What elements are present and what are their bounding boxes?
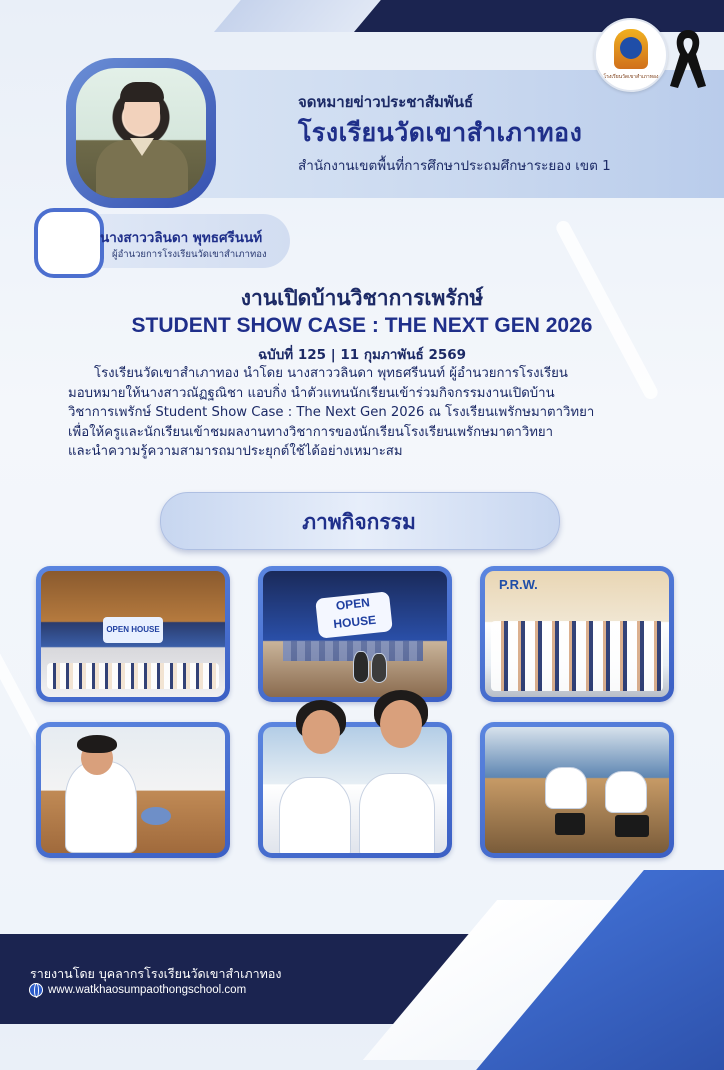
person — [371, 653, 387, 683]
article-body — [68, 364, 668, 462]
activity-photo-group — [480, 566, 674, 702]
education-office: สำนักงานเขตพื้นที่การศึกษาประถมศึกษาระยอง เขต 1 — [298, 158, 611, 174]
body-line: เพื่อให้ครูและนักเรียนเข้าชมผลงานทางวิชาการของนักเรียนโรงเรียนเพรักษมาตาวิทยา — [68, 424, 554, 440]
student-hair — [77, 735, 117, 753]
website-link[interactable]: www.watkhaosumpaothongschool.com — [48, 984, 247, 996]
person — [353, 651, 369, 683]
body-line: โรงเรียนวัดเขาสำเภาทอง นำโดย นางสาววลินดา พุทธศรีนนท์ ผู้อำนวยการโรงเรียน — [94, 366, 568, 381]
open-house-sign: OPEN HOUSE — [315, 591, 393, 639]
student-face — [380, 700, 422, 748]
school-name: โรงเรียนวัดเขาสำเภาทอง — [298, 118, 583, 147]
activity-photo-certificates — [258, 722, 452, 858]
student — [65, 761, 137, 853]
school-banner: P.R.W. — [499, 577, 538, 592]
artwork — [555, 813, 585, 835]
student — [605, 771, 647, 813]
hall-screen: OPEN HOUSE — [103, 617, 163, 643]
activity-photo-craft — [36, 722, 230, 858]
mourning-ribbon-icon — [668, 26, 708, 90]
article-title-english: STUDENT SHOW CASE : THE NEXT GEN 2026 — [131, 314, 593, 337]
globe-icon — [29, 983, 43, 997]
activity-photo-hall — [36, 566, 230, 702]
body-line: วิชาการเพรักษ์ Student Show Case : The Next Gen 2026 ณ โรงเรียนเพรักษมาตาวิทยา — [68, 405, 595, 421]
student-face — [302, 710, 340, 754]
student — [545, 767, 587, 809]
article-title-thai: งานเปิดบ้านวิชาการเพรักษ์ — [240, 286, 484, 310]
student — [359, 773, 435, 853]
name-card-emblem — [34, 208, 104, 278]
body-line: มอบหมายให้นางสาวณัฏฐณิชา แอบกิ่ง นำตัวแทนนักเรียนเข้าร่วมกิจกรรมงานเปิดบ้าน — [68, 385, 555, 401]
gallery-heading: ภาพกิจกรรม — [302, 510, 416, 534]
director-portrait — [76, 68, 206, 198]
craft-item — [141, 807, 171, 825]
artwork — [615, 815, 649, 837]
school-logo — [594, 18, 668, 92]
body-line: และนำความรู้ความสามารถมาประยุกต์ใช้ได้อย่างเหมาะสม — [68, 444, 403, 460]
reporter-credit: รายงานโดย บุคลากรโรงเรียนวัดเขาสำเภาทอง — [30, 966, 282, 981]
director-position: ผู้อำนวยการโรงเรียนวัดเขาสำเภาทอง — [112, 249, 267, 260]
student — [279, 777, 351, 853]
newsletter-subheading: จดหมายข่าวประชาสัมพันธ์ — [298, 93, 474, 111]
logo-caption: โรงเรียนวัดเขาสำเภาทอง — [603, 74, 659, 80]
audience — [47, 663, 219, 689]
activity-photo-classroom — [480, 722, 674, 858]
issue-number-date: ฉบับที่ 125 | 11 กุมภาพันธ์ 2569 — [257, 347, 467, 363]
student-group — [491, 621, 663, 691]
director-name: นางสาววลินดา พุทธศรีนนท์ — [100, 230, 263, 246]
activity-photo-stage — [258, 566, 452, 702]
